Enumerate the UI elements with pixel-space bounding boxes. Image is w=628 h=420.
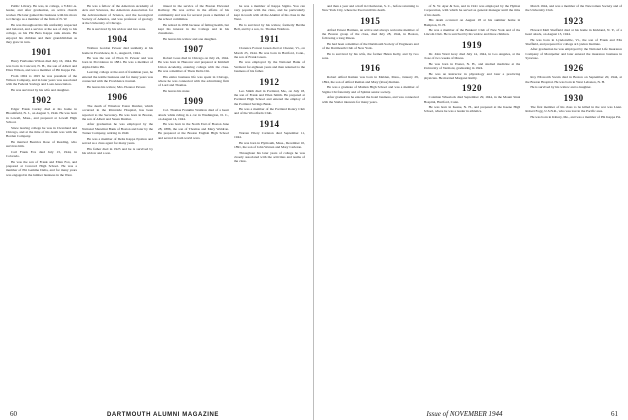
obituary-paragraph: He was employed by the National Bank of Vermont for eighteen years and then returned to the business of his father. [234, 60, 305, 74]
class-year-heading: 1916 [360, 63, 381, 74]
obituary-paragraph: He was a member of the Portland Rotary Club and of the Woodfords Club. [234, 107, 305, 116]
obituary-paragraph: and then a year and a half in Charleston, S. C., before returning to New York City, where he lived until his death. [322, 4, 419, 13]
class-year-heading: 1912 [259, 76, 280, 87]
right-column-1 [322, 4, 419, 420]
obituary-paragraph: He leaves his widow and one daughter. [163, 36, 217, 41]
obituary-paragraph: After graduation he entered the hotel business, and was connected with the Statler interests for many years. [322, 95, 419, 104]
obituary-paragraph: He was born in Lyndonville, Vt., the son of Frank and Ella Sheffield, and prepared for college at Lyndon Institute. [525, 37, 623, 46]
obituary-paragraph: Carl Frank Fox died July 13, 1944, in Colorado. [6, 149, 77, 159]
class-year-heading: 1902 [31, 95, 52, 106]
class-year-heading: 1901 [31, 47, 52, 58]
class-year-heading: 1911 [259, 34, 280, 45]
obituary-paragraph: His entire business life was spent in Chicago, where he was connected with the advertising firm of Lord and Thomas. [158, 74, 229, 88]
class-year-heading: 1915 [360, 15, 381, 26]
class-year-heading: 1914 [259, 118, 280, 129]
obituary-paragraph: of N. W. Ayer & Son, and in 1941 was employed by the Hyman Corporation, with which he served as general manager until the time of his death. [423, 4, 521, 17]
obituary-paragraph: Coleman Wheelock died September 29, 1944, in the Mount Sinai Hospital, Hartford, Conn. [423, 95, 521, 104]
obituary-paragraph: Robert Goss died in Chicago on July 24, 1944. He was born in Hanover and prepared at Kimball Union Academy, entering college with the class. He was a member of Theta Delta Chi. [158, 56, 229, 74]
obituary-paragraph: He retired in 1936 because of failing health, but kept his interest in the College and in his classmates. [158, 22, 229, 36]
right-column-3 [525, 4, 622, 420]
obituary-paragraph: He was born in Kittery, Me., and was a member of Phi Kappa Psi. [530, 114, 622, 119]
obituary-paragraph: After graduation he was employed by the National Life Insurance Company of Montpelier and later entered the insurance business in Syracuse. [525, 47, 623, 61]
obituary-paragraph: March 1944, and was a member of the Newcomen Society and of the University Club. [525, 4, 623, 13]
obituary-paragraph: he was a member of Kappa Sigma. You can very popular with the class, and he particularly kept in touch with all the Alumni of his class in the West. [234, 4, 305, 22]
magazine-title: DARTMOUTH ALUMNI MAGAZINE [106, 412, 220, 418]
obituary-paragraph: Alfred Ernest Harman, an active and always welcome member of the Boston group of the class, died July 28, 1944, in Boston, following a long illness. [322, 27, 419, 41]
obituary-paragraph: The first member of his class to be killed in the war was Lieut. Robert Fogg, U.S.N.R., who was lost in the Pacific area. [525, 104, 623, 114]
obituary-paragraph: He leaves his widow, Mrs. Eleanor Pevear. [87, 84, 146, 89]
obituary-paragraph: He was survived by his wife and daughter. [11, 87, 70, 92]
left-footer [6, 410, 313, 418]
obituary-paragraph: He was throughout his life uniformly respected and beloved, and a service at the sea of duty to his college, as his Phi Beta Kappa rank attests. He enjoyed his children and their grandchildren as they grew in turn. [6, 22, 77, 44]
obituary-paragraph: He married Beatrice Rose of Reading, who survives him. [6, 139, 77, 149]
obituary-paragraph: Leaving college at the end of freshman year, he entered the textile business and for many years was connected with the Providence Journal. [82, 70, 153, 84]
obituary-paragraph: Throughout his later years of college he was closely associated with the activities and teams of the class. [234, 150, 305, 164]
obituary-paragraph: Harry Fairbanks Wilson died July 16, 1944. He was born in Concord, N. H., the son of Albert and Eliza Wilson, and was a member of Phi Kappa Psi. [6, 59, 77, 72]
class-year-heading: 1923 [563, 15, 584, 26]
obituary-paragraph: Howard Mell Sheffield died at his home in Kirkland, N. Y., of a heart attack, on August 13, 1944. [525, 27, 623, 37]
obituary-paragraph: He was born in Keene, N. H., and prepared at the Keene High School, where he was a leader in athletics. [423, 105, 521, 114]
class-year-heading: 1930 [563, 92, 584, 103]
class-year-heading: 1920 [462, 83, 482, 94]
obituary-paragraph: Edgar Frank Cazley died at his home in Bloomfield, N. J., on August 3, 1944. He was born in Lowell, Mass., and prepared at Lowell High School. [6, 107, 77, 125]
obituary-paragraph: He was the son of Eben N. Pevear and was born in Providence in 1881. He was a member of Alpha Delta Phi. [82, 56, 153, 69]
left-column-4 [234, 4, 305, 420]
obituary-paragraph: He had been a member of the Dartmouth Society of Engineers and of the Dartmouth Club of New York. [322, 41, 419, 51]
class-year-heading: 1909 [183, 96, 204, 107]
obituary-paragraph: From 1904 to 1925 he was president of the Wilson Company, and in later years was associated with the Federal Savings and Loan Association. [6, 73, 77, 87]
obituary-paragraph: Public Library. He was, in college, a Y.M.C.A. leader, and after graduation, an active church worker. He later gained his business with his move to Chicago as a member of the firm of N. W. [6, 4, 77, 22]
class-year-heading: 1907 [183, 44, 204, 55]
obituary-paragraph: His father died in 1925 and he is survived by his widow and a son. [82, 146, 153, 155]
left-column-2 [82, 4, 153, 420]
obituary-paragraph: He was a member of Delta Kappa Epsilon and served as a class agent for many years. [82, 136, 153, 146]
class-year-heading: 1904 [107, 34, 128, 45]
class-year-heading: 1906 [107, 91, 128, 102]
obituary-paragraph: He was a fellow of the American Academy of Arts and Sciences, the American Association for the Advancement of Science, and the Geological Society of America, and was professor of geology at the University of Chicago. [82, 4, 153, 26]
left-page [6, 4, 314, 420]
obituary-paragraph: Warren Ellery Carleton died September 11, 1944. [234, 130, 305, 140]
obituary-paragraph: He leaves his sister. [163, 88, 191, 93]
right-page-number: 61 [610, 410, 618, 418]
obituary-paragraph: Clarence Forrest Green died at Chester, Vt., on March 25, 1944. He was born in Hartford, Conn., the son of Frank Green. [234, 46, 305, 59]
left-column-3 [158, 4, 229, 420]
obituary-paragraph: After graduation he was employed by the National Shawmut Bank of Boston and later by the Turner Company, retiring in 1940. [82, 122, 153, 136]
obituary-paragraph: His death occurred on August 18 at his summer home in Hampton, N. H. [423, 18, 521, 27]
class-year-heading: 1926 [563, 63, 584, 74]
obituary-paragraph: Col. Thomas Franklin Waldron died of a heart attack while riding in a car in Washington, D. C., on August 14, 1944. [158, 108, 229, 121]
obituary-paragraph: Since leaving college he was in Cleveland and Chicago, and at the time of his death was with the Borden Company. [6, 125, 77, 139]
obituary-paragraph: He was born in Plymouth, Mass., December 10, 1891, the son of John Warren and Mary Carleton. [234, 140, 305, 149]
obituary-paragraph: He is survived by his widow and two sons. [87, 26, 146, 31]
obituary-paragraph: tinued in the service of the Boston Elevated Railway. He was active in the affairs of his community and was for several years a member of the school committee. [158, 4, 229, 22]
obituary-paragraph: Leo Smith died in Portland, Me., on July 18, the son of Frank and Ellen Smith. He prepared at Portland High School and entered the employ of the Portland Savings Bank. [234, 88, 305, 106]
obituary-paragraph: He was a member of the Bankers' Club of New York and of the Lincoln Club. He is survived by his widow and three children. [423, 28, 521, 37]
obituary-paragraph: He is survived by his widow, formerly Bertha Bell, and by a son, Lt. Thomas Waldron. [234, 22, 305, 31]
issue-date: Issue of NOVEMBER 1944 [426, 410, 503, 418]
left-column-1 [6, 4, 77, 420]
obituary-paragraph: He was a graduate of Malden High School and was a member of Sigma Chi fraternity and of Sphinx senior society. [322, 85, 419, 94]
left-page-number: 60 [10, 410, 17, 418]
obituary-paragraph: Roy Ellsworth Swain died in Boston on September 20, 1944, at the Boston Hospital. He was born in West Lebanon, N. H. [525, 75, 623, 84]
obituary-paragraph: Wallace Gordon Pevear died suddenly at his home in Providence, R. I., August 6, 1944. [82, 46, 153, 55]
obituary-paragraph: He is survived by his wife, the former Helen Kelly, and by two sons. [322, 51, 419, 61]
obituary-paragraph: He was born in Exeter, N. H., and studied medicine at the University of Vermont, graduating in 1924. [423, 61, 521, 70]
obituary-paragraph: He is survived by his widow and a daughter. [530, 85, 592, 90]
right-footer [314, 410, 622, 418]
obituary-paragraph: Dr. John Ward Gray died July 14, 1944, in Los Angeles, at the close of two weeks of illness. [423, 51, 521, 61]
obituary-paragraph: He was an instructor in physiology and later a practicing physician. He married Margaret Reilly. [423, 71, 521, 80]
obituary-paragraph: He was the son of Frank and Ellen Fox, and prepared at Concord High School. He was a member of Phi Gamma Delta, and for many years was engaged in the lumber business in the West. [6, 159, 77, 177]
obituary-paragraph: Robert Alfred Reman was born in Malden, Mass., January 29, 1894, the son of Alfred Reman and Mary (Ross) Reman. [322, 75, 419, 84]
class-year-heading: 1919 [462, 39, 482, 50]
right-page [314, 4, 622, 420]
obituary-paragraph: The death of Winslow Eaton Dunbar, which occurred in the Riverside Hospital, has been reported to the Secretary. He was born in Boston, the son of Albert and Susan Dunbar. [82, 103, 153, 121]
right-column-2 [424, 4, 521, 420]
obituary-paragraph: He was born in the North End of Boston June 28, 1886, the son of Thomas and Mary Waldron. He prepared at the Boston English High School and served in both world wars. [158, 122, 229, 140]
